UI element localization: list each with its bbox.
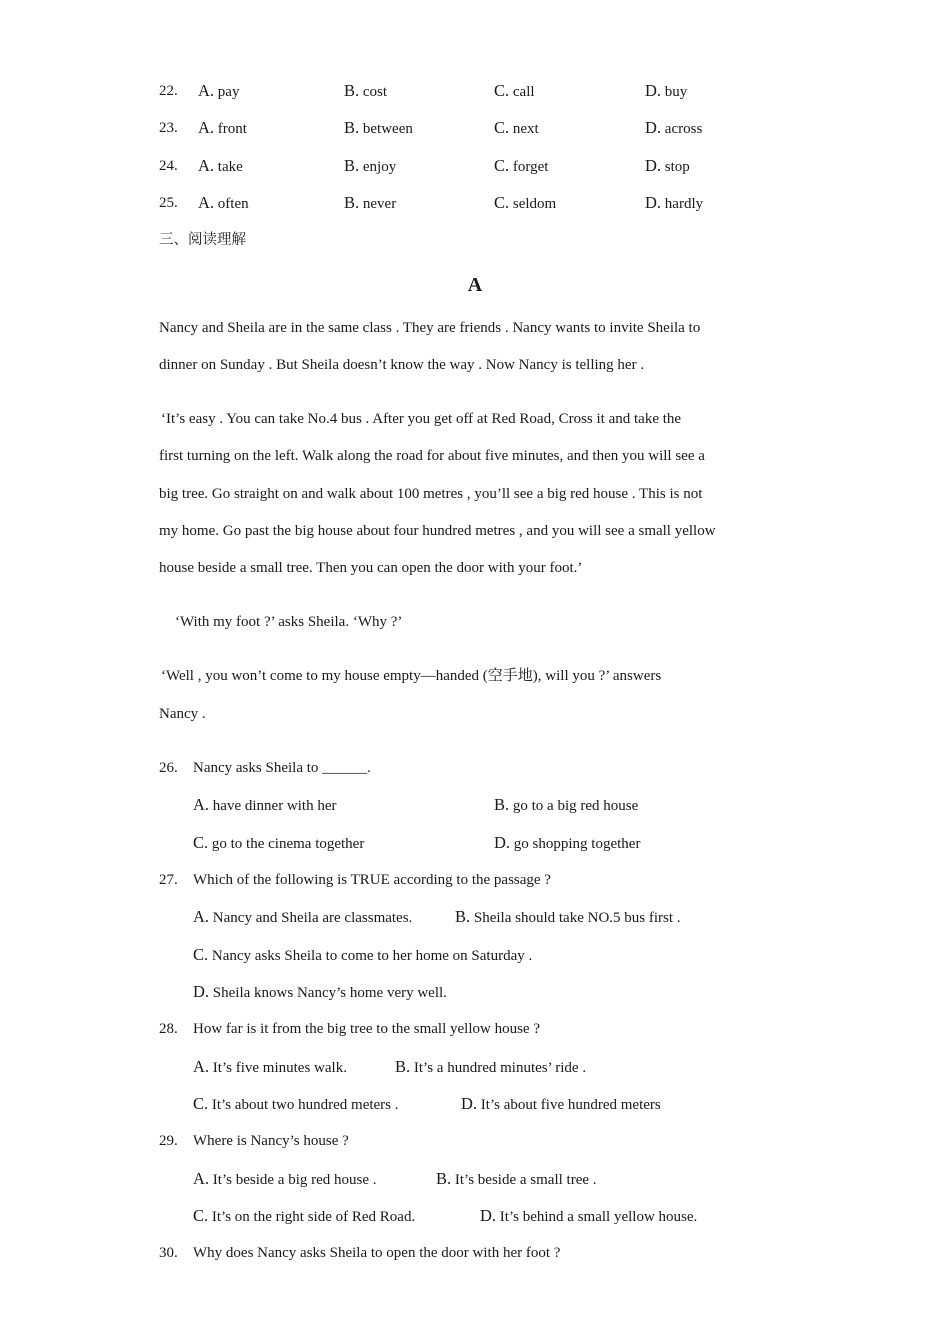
option-letter: B. <box>344 156 360 175</box>
option-letter: D. <box>461 1094 478 1113</box>
passage-line: ‘It’s easy . You can take No.4 bus . After you get off at Red Road, Cross it and take the <box>161 411 682 427</box>
option-text: go to a big red house <box>512 798 639 814</box>
option-text: seldom <box>512 196 557 212</box>
option-b[interactable] <box>344 81 387 102</box>
question-number: 27. <box>159 872 178 888</box>
option-c[interactable] <box>494 156 548 177</box>
option-b[interactable] <box>436 1169 597 1190</box>
option-letter: D. <box>480 1206 497 1225</box>
question-number: 30. <box>159 1245 178 1261</box>
question-stem: Which of the following is TRUE according to the passage ? <box>193 872 551 888</box>
option-a[interactable] <box>193 1057 347 1078</box>
option-d[interactable] <box>645 193 703 214</box>
option-letter: A. <box>198 118 215 137</box>
option-a[interactable] <box>193 907 412 928</box>
option-text: pay <box>217 84 240 100</box>
option-b[interactable] <box>494 795 638 816</box>
option-b[interactable] <box>344 193 396 214</box>
option-letter: C. <box>494 193 510 212</box>
passage-line: big tree. Go straight on and walk about 100 metres , you’ll see a big red house . This is not <box>159 486 703 502</box>
option-text: buy <box>664 84 688 100</box>
option-c[interactable] <box>494 81 535 102</box>
option-text: enjoy <box>362 159 397 175</box>
option-text: cost <box>362 84 388 100</box>
passage-line: Nancy and Sheila are in the same class . They are friends . Nancy wants to invite Sheila to <box>159 320 701 336</box>
option-letter: A. <box>198 156 215 175</box>
option-c[interactable] <box>494 118 539 139</box>
option-d[interactable] <box>461 1094 661 1115</box>
option-text: It’s about five hundred meters <box>480 1097 661 1113</box>
option-d[interactable] <box>645 81 687 102</box>
option-text: It’s on the right side of Red Road. <box>211 1209 416 1225</box>
option-letter: B. <box>395 1057 411 1076</box>
question-stem: How far is it from the big tree to the small yellow house ? <box>193 1021 540 1037</box>
passage-line: first turning on the left. Walk along the road for about five minutes, and then you will see a <box>159 448 705 464</box>
question-number: 22. <box>159 83 178 99</box>
option-letter: C. <box>494 156 510 175</box>
option-d[interactable] <box>480 1206 697 1227</box>
option-text: front <box>217 121 247 137</box>
option-letter: C. <box>494 81 510 100</box>
option-letter: C. <box>193 1206 209 1225</box>
option-a[interactable] <box>193 795 337 816</box>
option-c[interactable] <box>193 1206 415 1227</box>
option-letter: B. <box>344 118 360 137</box>
option-text: It’s beside a big red house . <box>212 1172 377 1188</box>
option-text: never <box>362 196 397 212</box>
option-b[interactable] <box>344 118 413 139</box>
question-stem: Nancy asks Sheila to ______. <box>193 760 371 776</box>
question-stem: Where is Nancy’s house ? <box>193 1133 349 1149</box>
option-d[interactable] <box>494 833 640 854</box>
option-c[interactable] <box>193 945 532 966</box>
option-letter: B. <box>455 907 471 926</box>
passage-line: ‘Well , you won’t come to my house empty—handed (空手地), will you ?’ answers <box>161 668 662 684</box>
option-c[interactable] <box>193 833 364 854</box>
option-text: have dinner with her <box>212 798 337 814</box>
question-number: 26. <box>159 760 178 776</box>
option-b[interactable] <box>344 156 396 177</box>
option-text: across <box>664 121 703 137</box>
option-letter: B. <box>436 1169 452 1188</box>
option-letter: C. <box>494 118 510 137</box>
option-letter: A. <box>193 907 210 926</box>
question-number: 28. <box>159 1021 178 1037</box>
option-text: It’s a hundred minutes’ ride . <box>413 1060 587 1076</box>
option-text: Sheila should take NO.5 bus first . <box>473 910 681 926</box>
question-number: 24. <box>159 158 178 174</box>
option-letter: A. <box>198 81 215 100</box>
passage-line: Nancy . <box>159 706 206 722</box>
option-letter: D. <box>193 982 210 1001</box>
question-number: 25. <box>159 195 178 211</box>
option-letter: A. <box>193 1169 210 1188</box>
option-letter: B. <box>494 795 510 814</box>
question-number: 29. <box>159 1133 178 1149</box>
option-text: Sheila knows Nancy’s home very well. <box>212 985 447 1001</box>
option-text: between <box>362 121 413 137</box>
option-text: Nancy and Sheila are classmates. <box>212 910 413 926</box>
passage-line: my home. Go past the big house about four hundred metres , and you will see a small yellow <box>159 523 716 539</box>
option-a[interactable] <box>198 193 249 214</box>
option-text: forget <box>512 159 549 175</box>
option-text: It’s behind a small yellow house. <box>499 1209 698 1225</box>
option-letter: C. <box>193 1094 209 1113</box>
question-stem: Why does Nancy asks Sheila to open the door with her foot ? <box>193 1245 561 1261</box>
option-a[interactable] <box>198 81 239 102</box>
question-number: 23. <box>159 120 178 136</box>
option-d[interactable] <box>645 156 690 177</box>
option-text: go to the cinema together <box>211 836 365 852</box>
option-text: hardly <box>664 196 704 212</box>
option-text: often <box>217 196 249 212</box>
option-letter: D. <box>645 118 662 137</box>
option-text: take <box>217 159 243 175</box>
option-b[interactable] <box>395 1057 586 1078</box>
option-letter: A. <box>193 795 210 814</box>
passage-line: ‘With my foot ?’ asks Sheila. ‘Why ?’ <box>175 614 403 630</box>
option-a[interactable] <box>193 1169 377 1190</box>
option-letter: B. <box>344 193 360 212</box>
passage-line: house beside a small tree. Then you can open the door with your foot.’ <box>159 560 583 576</box>
option-letter: C. <box>193 945 209 964</box>
option-letter: D. <box>494 833 511 852</box>
option-letter: D. <box>645 81 662 100</box>
option-c[interactable] <box>193 1094 399 1115</box>
option-text: go shopping together <box>513 836 641 852</box>
option-a[interactable] <box>198 156 243 177</box>
section-heading: 三、阅读理解 <box>159 232 246 248</box>
option-d[interactable] <box>645 118 702 139</box>
option-letter: C. <box>193 833 209 852</box>
option-text: It’s about two hundred meters . <box>211 1097 399 1113</box>
passage-title: A <box>467 274 483 296</box>
option-text: It’s beside a small tree . <box>454 1172 597 1188</box>
option-text: Nancy asks Sheila to come to her home on Saturday . <box>211 948 533 964</box>
option-text: call <box>512 84 535 100</box>
option-letter: A. <box>193 1057 210 1076</box>
option-letter: D. <box>645 156 662 175</box>
option-text: It’s five minutes walk. <box>212 1060 347 1076</box>
option-a[interactable] <box>198 118 247 139</box>
option-b[interactable] <box>455 907 681 928</box>
option-c[interactable] <box>494 193 556 214</box>
option-text: next <box>512 121 539 137</box>
option-letter: B. <box>344 81 360 100</box>
option-d[interactable] <box>193 982 447 1003</box>
option-letter: A. <box>198 193 215 212</box>
passage-line: dinner on Sunday . But Sheila doesn’t know the way . Now Nancy is telling her . <box>159 357 645 373</box>
option-text: stop <box>664 159 690 175</box>
option-letter: D. <box>645 193 662 212</box>
